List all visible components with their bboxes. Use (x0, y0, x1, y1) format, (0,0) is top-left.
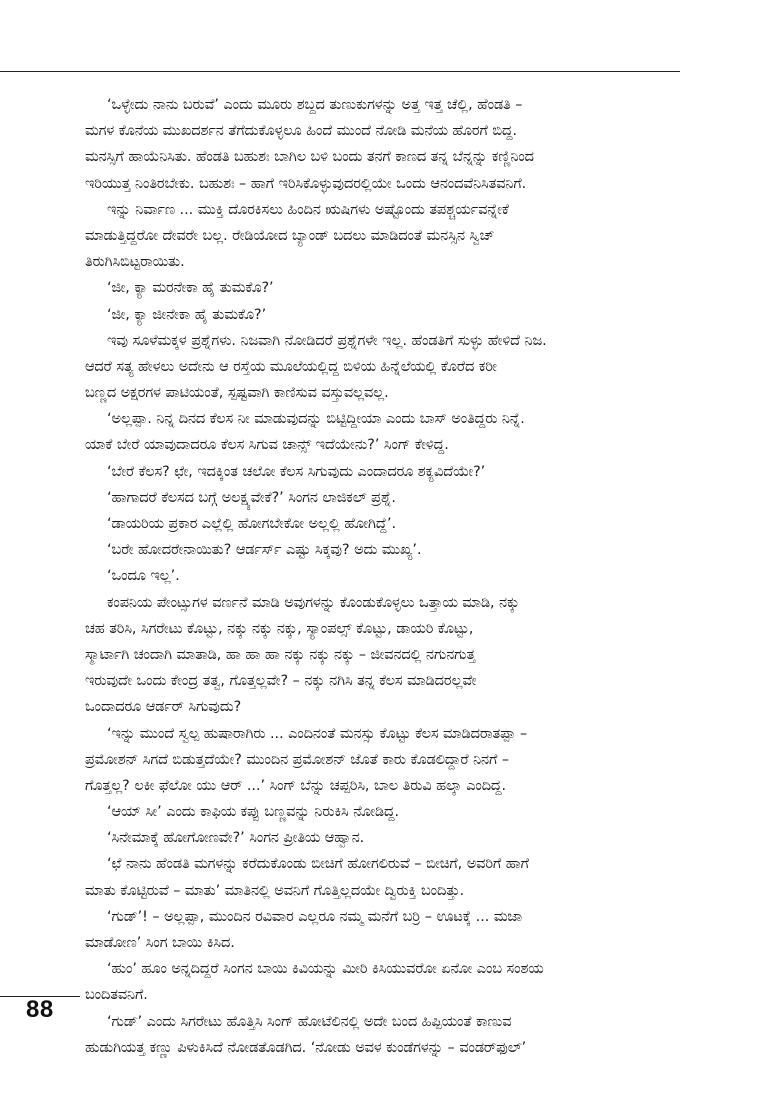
text-line: ಇವು ಸೂಳೆಮಕ್ಕಳ ಪ್ರಶ್ನೆಗಳು. ನಿಜವಾಗಿ ನೋಡಿದರೆ ಪ್ರಶ್ನೆಗಳೇ ಇಲ್ಲ. ಹೆಂಡತಿಗೆ ಸುಳ್ಳು ಹೇಳಿದೆ ನಿಜ. (107, 332, 547, 349)
text-line: ಮಾಡೋಣ’ ಸಿಂಗ ಬಾಯಿ ಕಿಸಿದ. (85, 935, 235, 951)
text-line: ‘ಗುಡ್’ ಎಂದು ಸಿಗರೇಟು ಹೊತ್ತಿಸಿ ಸಿಂಗ್ ಹೋಟೆಲಿನಲ್ಲಿ ಅದೇ ಬಂದ ಹಿಪ್ಪಿಯಂತೆ ಕಾಣುವ (107, 1013, 512, 1030)
text-line: ತಿರುಗಿಸಿಬಿಟ್ಟರಾಯಿತು. (85, 254, 185, 271)
text-line: ‘ಅಲ್ಲಪ್ಪಾ. ನಿನ್ನ ದಿನದ ಕೆಲಸ ನೀ ಮಾಡುವುದನ್ನು ಬಿಟ್ಟಿದ್ದೀಯಾ ಎಂದು ಬಾಸ್ ಅಂತಿದ್ದರು ನಿನ್ನೆ. (107, 411, 525, 428)
text-line: ‘ಇನ್ನು ಮುಂದೆ ಸ್ವಲ್ಪ ಹುಷಾರಾಗಿರು ... ಎಂದಿನಂತೆ ಮನಸ್ಸು ಕೊಟ್ಟು ಕೆಲಸ ಮಾಡಿದರಾತಪ್ಪಾ – (107, 725, 528, 742)
text-line: ‘ಸಿನೇಮಾಕ್ಕೆ ಹೋಗೋಣವೇ?’ ಸಿಂಗನ ಪ್ರೀತಿಯ ಆಹ್ವಾನ. (107, 830, 365, 847)
text-line: ‘ಒಳ್ಳೇದು ನಾನು ಬರುವೆ’ ಎಂದು ಮೂರು ಶಬ್ದದ ತುಣುಕುಗಳನ್ನು ಅತ್ತ ಇತ್ತ ಚೆಲ್ಲಿ, ಹೆಂಡತಿ – (107, 97, 523, 113)
text-line: ‘ಛೆ ನಾನು ಹೆಂಡತಿ ಮಗಳನ್ನು ಕರೆದುಕೊಂಡು ಬೀಚಿಗೆ ಹೋಗಲಿರುವೆ – ಬೀಚಿಗೆ, ಅವರಿಗೆ ಹಾಗೆ (107, 856, 529, 873)
text-line: ಇರಿಯುತ್ತ ನಿಂತಿರಬೇಕು. ಬಹುಶಃ – ಹಾಗೆ ಇರಿಸಿಕೊಳ್ಳುವುದರಲ್ಲಿಯೇ ಒಂದು ಆನಂದವೆನಿಸಿತವನಿಗೆ. (85, 175, 527, 192)
text-line: ಒಂದಾದರೂ ಆರ್ಡರ್ ಸಿಗುವುದು? (85, 699, 242, 716)
text-line: ಮಾತು ಕೊಟ್ಟಿರುವೆ – ಮಾತು’ ಮಾತಿನಲ್ಲಿ ಅವನಿಗೆ ಗೊತ್ತಿಲ್ಲದಯೇ ದ್ವಿರುಕ್ತಿ ಬಂದಿತ್ತು. (85, 882, 465, 899)
page-number: 88 (26, 996, 54, 1023)
text-line: ‘ಬರೇ ಹೋದರೇನಾಯಿತು? ಆರ್ಡರ್ಸ್ ಎಷ್ಟು ಸಿಕ್ಕವು? ಅದು ಮುಖ್ಯ’. (107, 542, 422, 559)
text-line: ಪ್ರಮೋಶನ್ ಸಿಗದೆ ಬಿಡುತ್ತದೆಯೇ? ಮುಂದಿನ ಪ್ರಮೋಶನ್ ಜೊತೆ ಕಾರು ಕೊಡಲಿದ್ದಾರೆ ನಿನಗೆ – (85, 751, 509, 768)
text-line: ಸ್ಮಾರ್ಟಾಗಿ ಚಂದಾಗಿ ಮಾತಾಡಿ, ಹಾ ಹಾ ಹಾ ನಕ್ಕು ನಕ್ಕು ನಕ್ಕು – ಜೀವನದಲ್ಲಿ ನಗುನಗುತ್ತ (85, 646, 476, 663)
text-line: ‘ಹುಂ’ ಹೂಂ ಅನ್ನದಿದ್ದರೆ ಸಿಂಗನ ಬಾಯಿ ಕಿವಿಯನ್ನು ಮೀರಿ ಕಿಸಿಯುವರೋ ಏನೋ ಎಂಬ ಸಂಶಯ (107, 961, 544, 978)
text-line: ಕಂಪನಿಯ ಪೇಂಟ್ಸುಗಳ ವರ್ಣನೆ ಮಾಡಿ ಅವುಗಳನ್ನು ಕೊಂಡುಕೊಳ್ಳಲು ಒತ್ತಾಯ ಮಾಡಿ, ನಕ್ಕು (107, 594, 520, 611)
text-line: ‘ಜೀ, ಕ್ಯಾ ಮರನೇಕಾ ಹೈ ತುಮಕೊ?’ (107, 280, 274, 297)
text-line: ‘ಜೀ, ಕ್ಯಾ ಜೀನೇಕಾ ಹೈ ತುಮಕೊ?’ (107, 306, 267, 323)
text-line: ‘ಒಂದೂ ಇಲ್ಲ’. (107, 568, 180, 585)
text-line: ಗೊತ್ತಲ್ಲ? ಲಕೀ ಫೆಲೋ ಯು ಆರ್ ...’ ಸಿಂಗ್ ಬೆನ್ನು ಚಪ್ಪರಿಸಿ, ಬಾಲ ತಿರುವಿ ಹಲ್ಕಾ ಎಂದಿದ್ದ. (85, 777, 507, 794)
text-line: ಮನಸ್ಸಿಗೆ ಹಾಯೆನಿಸಿತು. ಹೆಂಡತಿ ಬಹುಶಃ ಬಾಗಿಲ ಬಳಿ ಬಂದು ತನಗೆ ಕಾಣದ ತನ್ನ ಬೆನ್ನನ್ನು ಕಣ್ಣಿನಿಂದ (85, 149, 534, 166)
text-line: ಆದರೆ ಸತ್ಯ ಹೇಳಲು ಅದೇನು ಆ ರಸ್ತೆಯ ಮೂಲೆಯಲ್ಲಿದ್ದ ಬಿಳಿಯ ಹಿನ್ನೆಲೆಯಲ್ಲಿ ಕೊರೆದ ಕರೀ (85, 358, 497, 375)
text-line: ಬಣ್ಣದ ಅಕ್ಷರಗಳ ಪಾಟಿಯಂತೆ, ಸ್ಪಷ್ಟವಾಗಿ ಕಾಣಿಸುವ ವಸ್ತುವಲ್ಲವಲ್ಲ. (85, 385, 389, 402)
text-line: ‘ಹಾಗಾದರೆ ಕೆಲಸದ ಬಗ್ಗೆ ಅಲಕ್ಷ್ಯವೇಕೆ?’ ಸಿಂಗನ ಲಾಜಿಕಲ್ ಪ್ರಶ್ನೆ. (107, 489, 396, 506)
text-line: ಯಾಕೆ ಬೇರೆ ಯಾವುದಾದರೂ ಕೆಲಸ ಸಿಗುವ ಚಾನ್ಸ್ ಇದೆಯೇನು?’ ಸಿಂಗ್ ಕೇಳಿದ್ದ. (85, 437, 449, 454)
text-line: ಮಗಳ ಕೊನೆಯ ಮುಖದರ್ಶನ ತೆಗೆದುಕೊಳ್ಳಲೂ ಹಿಂದೆ ಮುಂದೆ ನೋಡಿ ಮನೆಯ ಹೊರಗೆ ಬಿದ್ದ. (85, 123, 518, 140)
text-line: ಹುಡುಗಿಯತ್ತ ಕಣ್ಣು ಪಿಳುಕಿಸಿದೆ ನೋಡತೊಡಗಿದ. ‘ನೋಡು ಅವಳ ಕುಂಡೆಗಳನ್ನು – ವಂಡರ್‌ಫುಲ್’ (85, 1039, 527, 1056)
text-line: ‘ಗುಡ್’! – ಅಲ್ಲಪ್ಪಾ, ಮುಂದಿನ ರವಿವಾರ ಎಲ್ಲರೂ ನಮ್ಮ ಮನೆಗೆ ಬರ್‍ರಿ – ಊಟಕ್ಕೆ ... ಮಜಾ (107, 908, 523, 925)
text-line: ಇರುವುದೇ ಒಂದು ಕೇಂದ್ರ ತತ್ವ, ಗೊತ್ತಲ್ಲವೇ? – ನಕ್ಕು ನಗಿಸಿ ತನ್ನ ಕೆಲಸ ಮಾಡಿದರಲ್ಲವೇ (85, 673, 477, 690)
text-line: ಚಹ ತರಿಸಿ, ಸಿಗರೇಟು ಕೊಟ್ಟು, ನಕ್ಕು ನಕ್ಕು ನಕ್ಕು, ಸ್ಯಾಂಪಲ್ಸ್ ಕೊಟ್ಟು, ಡಾಯರಿ ಕೊಟ್ಟು, (85, 620, 474, 637)
text-line: ‘ಆಯ್ ಸೀ’ ಎಂದು ಕಾಫಿಯ ಕಪ್ಪು ಬಣ್ಣವನ್ನು ನಿರುಕಿಸಿ ನೋಡಿದ್ದ. (107, 804, 400, 821)
text-line: ‘ಬೇರೆ ಕೆಲಸ? ಛೇ, ಇದಕ್ಕಿಂತ ಚಲೋ ಕೆಲಸ ಸಿಗುವುದು ಎಂದಾದರೂ ಶಕ್ಯವಿದೆಯೇ?’ (107, 463, 486, 480)
text-line: ಮಾಡುತ್ತಿದ್ದರೋ ದೇವರೇ ಬಲ್ಲ. ರೇಡಿಯೋದ ಬ್ಯಾಂಡ್ ಬದಲು ಮಾಡಿದಂತೆ ಮನಸ್ಸಿನ ಸ್ವಿಚ್ (85, 227, 495, 244)
text-line: ಬಂದಿತವನಿಗೆ. (85, 987, 148, 1004)
top-rule (0, 71, 680, 72)
body-text (85, 92, 683, 1061)
text-line: ‘ಡಾಯರಿಯ ಪ್ರಕಾರ ಎಲ್ಲೆಲ್ಲಿ ಹೋಗಬೇಕೋ ಅಲ್ಲಲ್ಲಿ ಹೋಗಿದ್ದೆ’. (107, 516, 397, 532)
text-line: ಇನ್ನು ನಿರ್ವಾಣ ... ಮುಕ್ತಿ ದೊರಕಿಸಲು ಹಿಂದಿನ ಋಷಿಗಳು ಅಷ್ಟೊಂದು ತಪಶ್ಚರ್ಯವನ್ನೇಕೆ (107, 201, 509, 218)
